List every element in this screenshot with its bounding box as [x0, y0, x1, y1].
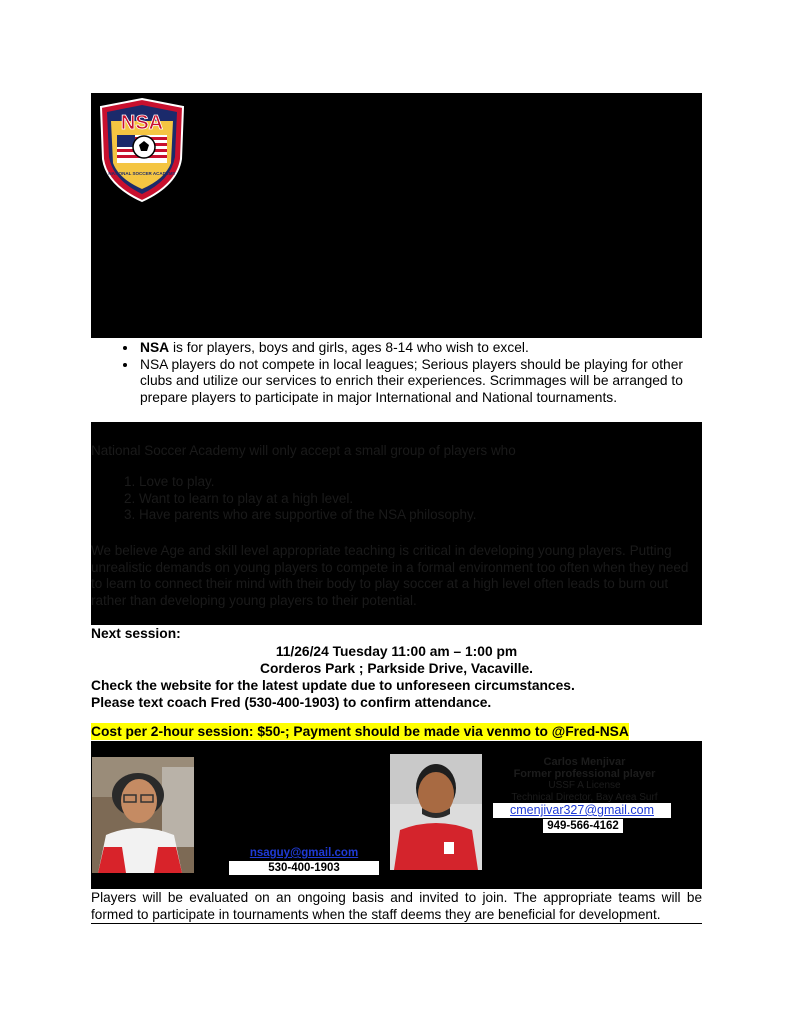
fred-email-link[interactable]: nsaguy@gmail.com: [249, 847, 359, 859]
logo-subtext: NATIONAL SOCCER ACADEMY: [108, 171, 176, 176]
coach-name: Carlos Menjivar: [543, 756, 626, 768]
session-check: Check the website for the latest update due to unforeseen circumstances.: [91, 678, 575, 693]
nsa-logo: [97, 97, 187, 203]
coach-carlos-info: [497, 756, 672, 804]
carlos-phone: 949-566-4162: [543, 819, 623, 833]
coach-title: Former professional player: [513, 768, 656, 780]
bullet-item: [138, 357, 702, 407]
bullet-list-box: [112, 338, 702, 422]
criteria-item: 1. Love to play.: [139, 474, 729, 491]
criteria-item: 3. Have parents who are supportive of the NSA philosophy.: [139, 507, 729, 524]
coach-role: Technical Director, Bay Area Surf: [511, 792, 658, 803]
bullet-text: is for players, boys and girls, ages 8-14 who wish to excel.: [169, 340, 529, 355]
fred-phone: 530-400-1903: [229, 861, 379, 875]
philosophy-text: We believe Age and skill level appropriate teaching is critical in developing young players. Putting unrealistic demands on young players to compete in a formal environment too often when they need to learn to connect their mind with their body to play soccer at a high level often leads to burn out rather than developing young players to their potential.: [91, 543, 689, 608]
session-datetime: 11/26/24 Tuesday 11:00 am – 1:00 pm: [275, 644, 518, 659]
session-location: Corderos Park ; Parkside Drive, Vacaville.: [259, 661, 534, 676]
coach-license: USSF A License: [548, 780, 621, 791]
session-confirm: Please text coach Fred (530-400-1903) to confirm attendance.: [91, 695, 492, 710]
coach-carlos-photo: [390, 754, 482, 870]
intro-text: National Soccer Academy will only accept a small group of players who: [91, 443, 516, 458]
bullet-item: [138, 340, 702, 357]
cost-highlight: Cost per 2-hour session: $50-; Payment should be made via venmo to @Fred-NSA: [91, 724, 629, 739]
contact-fred: [229, 846, 379, 875]
logo-text: NSA: [120, 112, 164, 134]
footer-text: Players will be evaluated on an ongoing basis and invited to join. The appropriate teams will be formed to participate in tournaments when the staff deems they are beneficial for development.: [91, 890, 702, 922]
coach-fred-photo: [92, 757, 194, 873]
criteria-list: [112, 474, 729, 524]
session-heading: Next session:: [91, 626, 181, 641]
session-info: [91, 625, 702, 711]
bullet-bold: NSA: [140, 340, 170, 355]
carlos-email-link[interactable]: cmenjivar327@gmail.com: [493, 803, 671, 818]
criteria-item: 2. Want to learn to play at a high level.: [139, 491, 729, 508]
bullet-text: NSA players do not compete in local leagues; Serious players should be playing for other clubs and utilize our services to enrich their experiences. Scrimmages will be arranged to prepare players to participate in major International and National tournaments.: [140, 356, 683, 405]
